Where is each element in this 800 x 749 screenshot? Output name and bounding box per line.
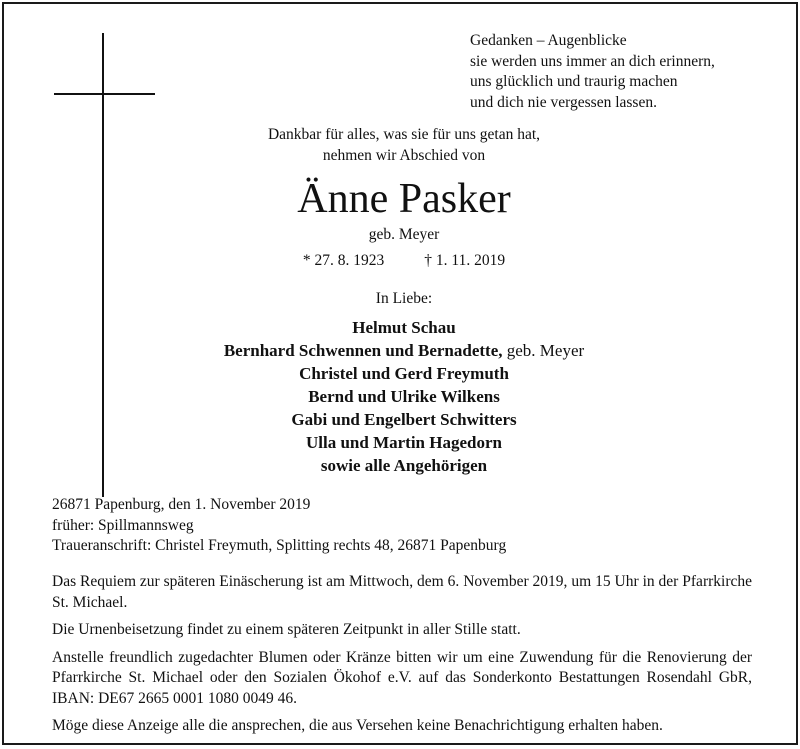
poem-line: sie werden uns immer an dich erinnern,	[470, 52, 715, 70]
in-love-label: In Liebe:	[375, 290, 433, 307]
poem-line: Gedanken – Augenblicke	[470, 32, 627, 49]
place-date-line: 26871 Papenburg, den 1. November 2019	[52, 496, 311, 513]
birth-date: * 27. 8. 1923	[302, 252, 385, 269]
mourner-line	[104, 339, 704, 362]
life-dates	[204, 251, 604, 271]
closing-paragraph: Möge diese Anzeige alle die ansprechen, die aus Versehen keine Benachrichtigung erhalten haben.	[52, 717, 663, 734]
mourner-names: Bernhard Schwennen und Bernadette,	[223, 341, 503, 360]
mourner-line: Gabi und Engelbert Schwitters	[291, 410, 517, 429]
poem	[470, 31, 715, 113]
intro-text	[204, 125, 604, 166]
burial-paragraph: Die Urnenbeisetzung findet zu einem späteren Zeitpunkt in aller Stille statt.	[52, 621, 521, 638]
mourning-address-line: Traueranschrift: Christel Freymuth, Splitting rechts 48, 26871 Papenburg	[52, 537, 507, 554]
death-date: † 1. 11. 2019	[424, 252, 506, 269]
cross-icon-bar	[54, 93, 155, 95]
former-address-line: früher: Spillmannsweg	[52, 516, 194, 534]
place-and-address	[52, 495, 506, 557]
donation-paragraph: Anstelle freundlich zugedachter Blumen oder Kränze bitten wir um eine Zuwendung für die Renovierung der Pfarrkirche St. Michael oder den Sozialen Ökohof e.V. auf das Sonderkonto Bestattungen Rosendahl GbR, IBAN: DE67 2665 0001 1080 0049 46.	[52, 648, 752, 707]
obituary-notice	[2, 2, 798, 745]
intro-line: Dankbar für alles, was sie für uns getan hat,	[267, 126, 541, 143]
mourner-line: sowie alle Angehörigen	[320, 456, 488, 475]
requiem-paragraph: Das Requiem zur späteren Einäscherung ist am Mittwoch, dem 6. November 2019, um 15 Uhr in der Pfarrkirche St. Michael.	[52, 573, 752, 611]
poem-line: uns glücklich und traurig machen	[470, 73, 678, 90]
mourner-line: Helmut Schau	[352, 318, 456, 337]
poem-line: und dich nie vergessen lassen.	[470, 93, 657, 111]
deceased-name: Änne Pasker	[297, 176, 511, 222]
mourner-born-name: geb. Meyer	[502, 341, 585, 360]
mourners-list	[104, 316, 704, 477]
notice-paragraphs	[52, 572, 752, 744]
mourner-line: Ulla und Martin Hagedorn	[306, 433, 502, 452]
born-name: geb. Meyer	[368, 226, 440, 243]
intro-line: nehmen wir Abschied von	[322, 146, 486, 164]
mourner-line: Christel und Gerd Freymuth	[299, 364, 509, 383]
mourner-line: Bernd und Ulrike Wilkens	[308, 387, 500, 406]
